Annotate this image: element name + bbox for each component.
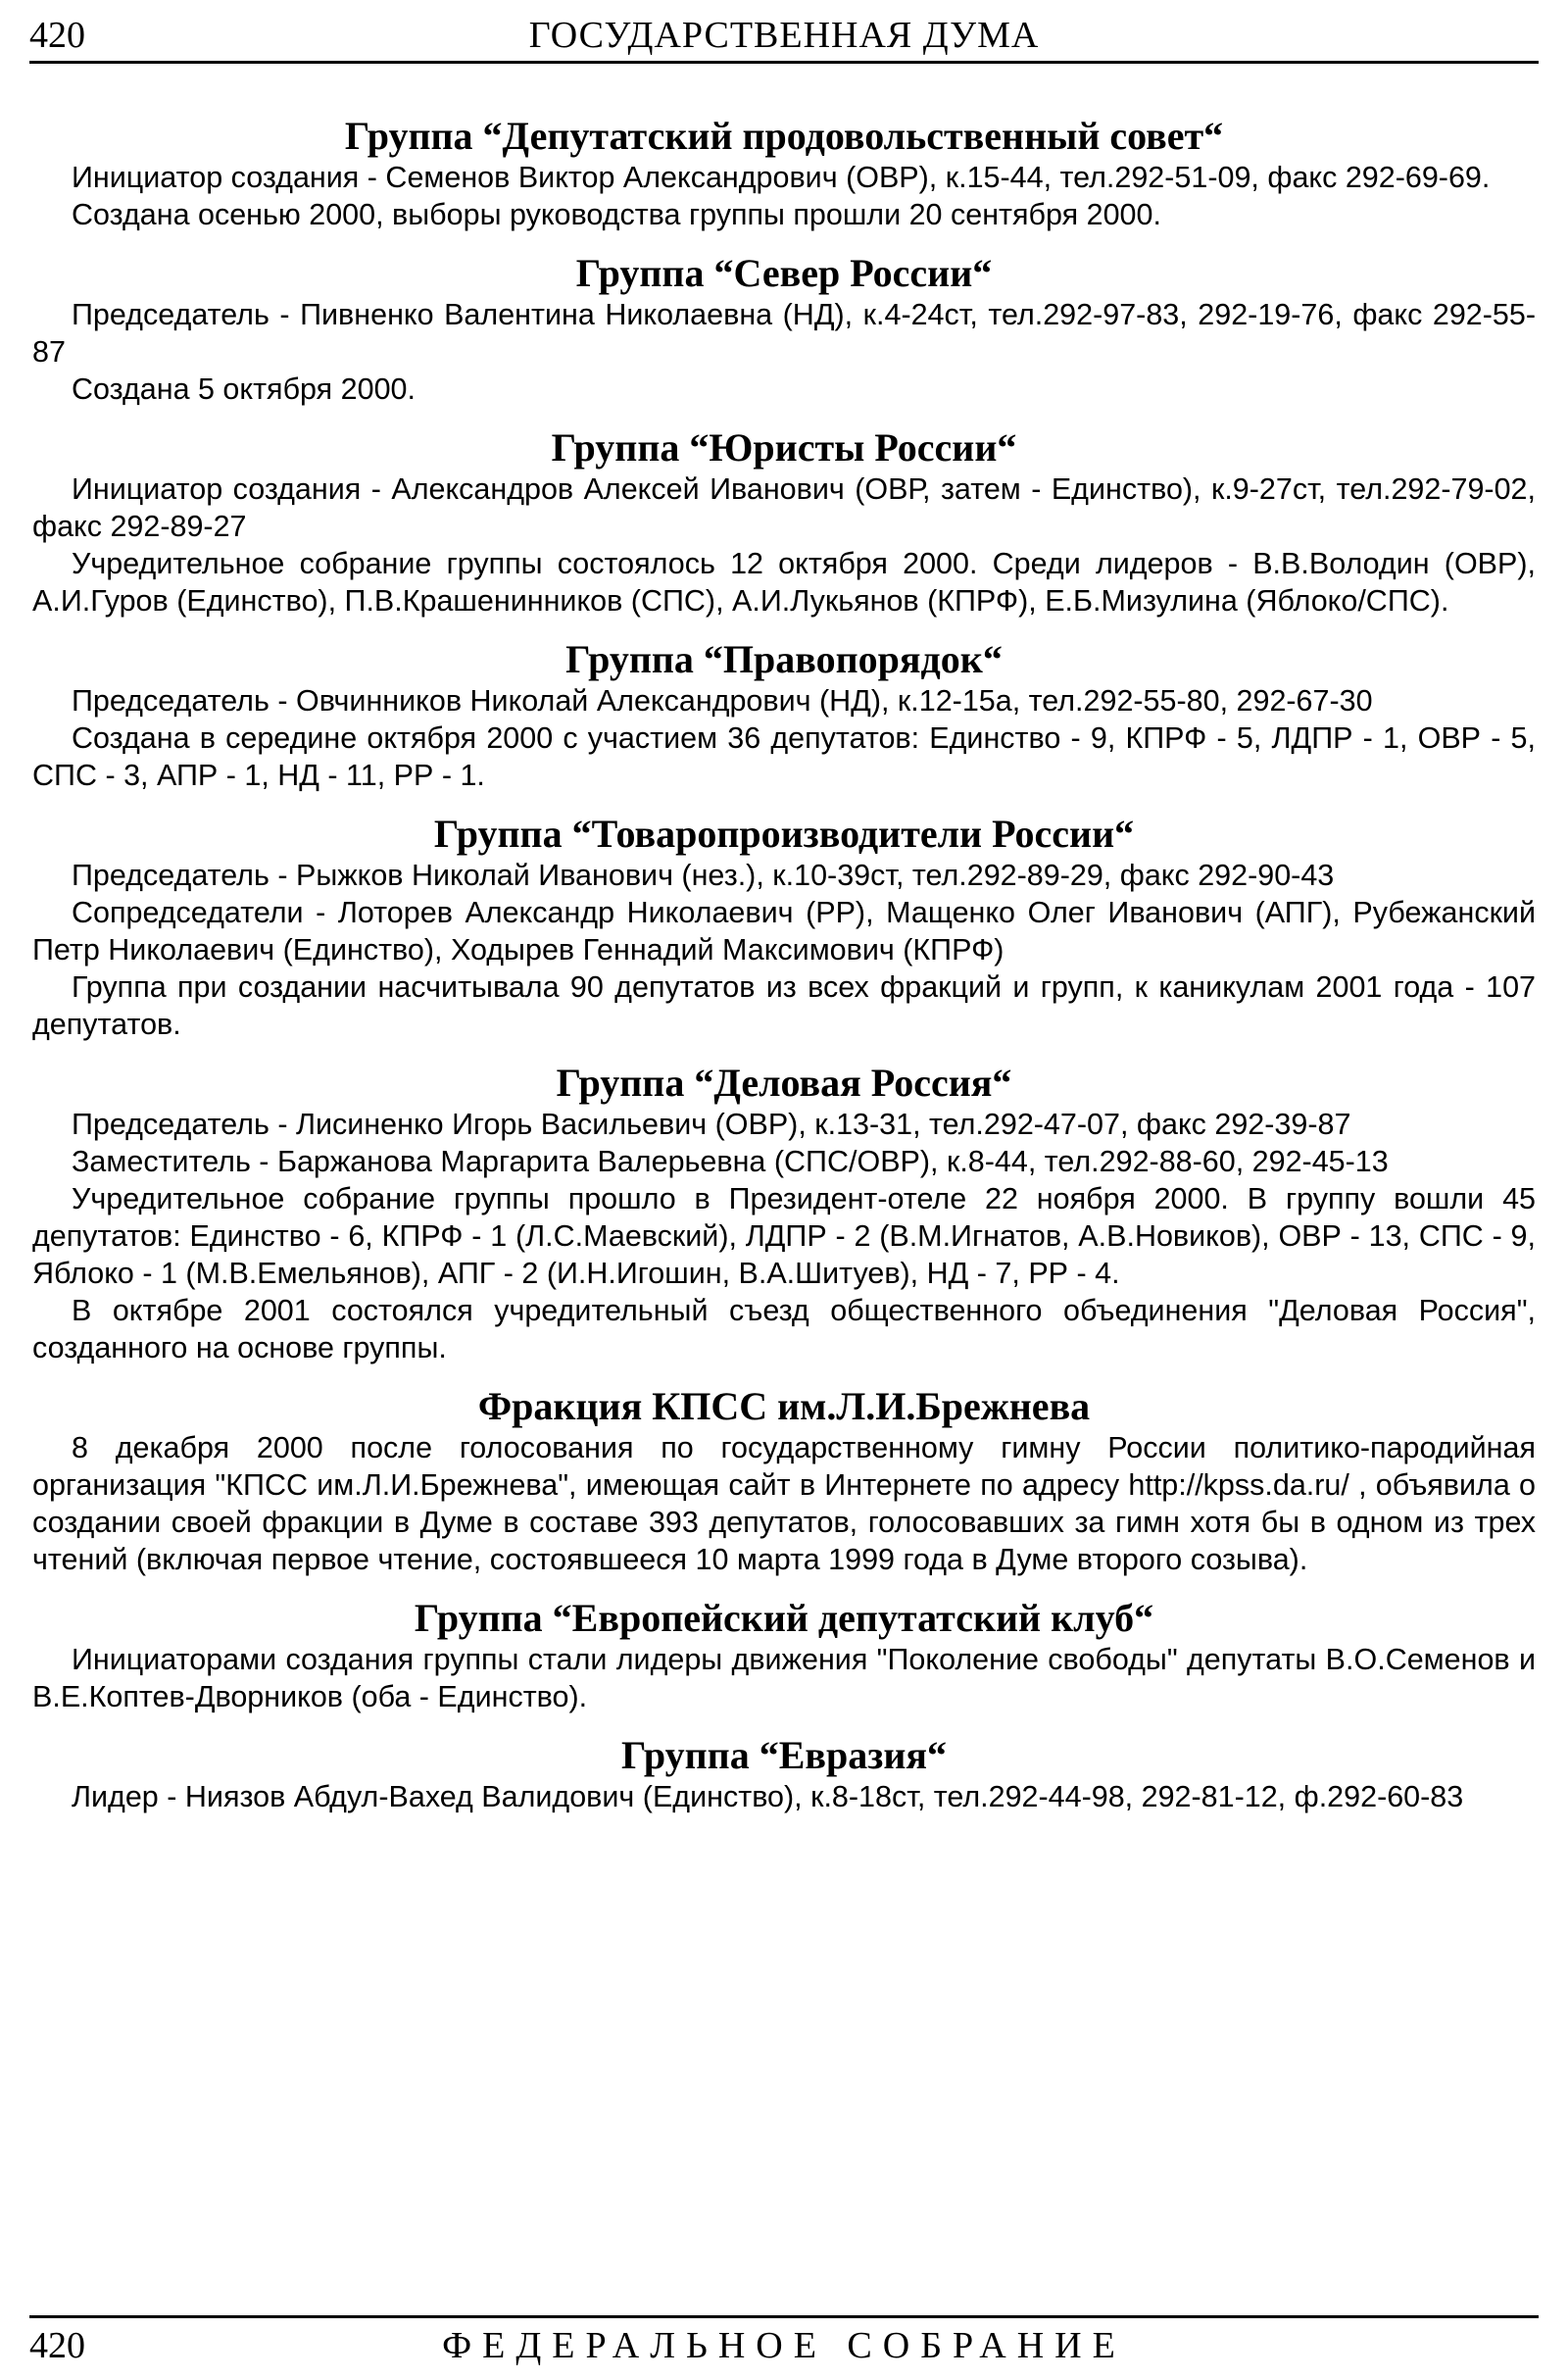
page-footer (29, 2315, 1539, 2373)
paragraph: Лидер - Ниязов Абдул-Вахед Валидович (Единство), к.8-18ст, тел.292-44-98, 292-81-12, ф.292-60-83 (72, 1780, 1464, 1813)
section-heading: Группа “Север России“ (575, 251, 993, 295)
page-header (29, 10, 1539, 64)
section-heading: Группа “Европейский депутатский клуб“ (414, 1596, 1154, 1640)
section-heading: Группа “Юристы России“ (551, 425, 1017, 470)
paragraph: Сопредседатели - Лоторев Александр Николаевич (РР), Мащенко Олег Иванович (АПГ), Рубежанский Петр Николаевич (Единство), Ходырев Геннадий Максимович (КПРФ) (32, 896, 1536, 966)
paragraph: Группа при создании насчитывала 90 депутатов из всех фракций и групп, к каникулам 2001 года - 107 депутатов. (32, 970, 1536, 1041)
page-number: 420 (29, 15, 85, 56)
paragraph: Создана осенью 2000, выборы руководства группы прошли 20 сентября 2000. (72, 198, 1161, 231)
running-footer-title: ФЕДЕРАЛЬНОЕ СОБРАНИЕ (442, 2325, 1126, 2366)
paragraph: Учредительное собрание группы прошло в Президент-отеле 22 ноября 2000. В группу вошли 45 депутатов: Единство - 6, КПРФ - 1 (Л.С.Маевский), ЛДПР - 2 (В.М.Игнатов, А.В.Новиков), ОВР - 13, СПС - 9, Яблоко - 1 (М.В.Емельянов), АПГ - 2 (И.Н.Игошин, В.А.Шитуев), НД - 7, РР - 4. (32, 1182, 1536, 1290)
paragraph: Инициатор создания - Александров Алексей Иванович (ОВР, затем - Единство), к.9-27ст, тел.292-79-02, факс 292-89-27 (32, 472, 1536, 543)
page-content (32, 114, 1536, 1833)
paragraph: Создана 5 октября 2000. (72, 372, 416, 406)
section-group (32, 251, 1536, 408)
section-group (32, 114, 1536, 233)
paragraph: Создана в середине октября 2000 с участием 36 депутатов: Единство - 9, КПРФ - 5, ЛДПР - 1, ОВР - 5, СПС - 3, АПР - 1, НД - 11, РР - 1. (32, 721, 1536, 792)
paragraph: Учредительное собрание группы состоялось 12 октября 2000. Среди лидеров - В.В.Володин (ОВР), А.И.Гуров (Единство), П.В.Крашенинников (СПС), А.И.Лукьянов (КПРФ), Е.Б.Мизулина (Яблоко/СПС). (32, 547, 1536, 618)
section-heading: Группа “Товаропроизводители России“ (433, 812, 1135, 856)
paragraph: Председатель - Овчинников Николай Александрович (НД), к.12-15а, тел.292-55-80, 292-67-30 (72, 684, 1373, 718)
footer-page-number: 420 (29, 2325, 85, 2366)
section-group (32, 1733, 1536, 1815)
section-heading: Группа “Евразия“ (620, 1733, 948, 1777)
section-heading: Группа “Деловая Россия“ (556, 1061, 1012, 1105)
running-title: ГОСУДАРСТВЕННАЯ ДУМА (528, 15, 1040, 56)
paragraph: Председатель - Пивненко Валентина Николаевна (НД), к.4-24ст, тел.292-97-83, 292-19-76, факс 292-55-87 (32, 298, 1536, 369)
section-heading: Группа “Депутатский продовольственный совет“ (344, 114, 1224, 158)
paragraph: 8 декабря 2000 после голосования по государственному гимну России политико-пародийная организация "КПСС им.Л.И.Брежнева", имеющая сайт в Интернете по адресу http://kpss.da.ru/ , объявила о создании своей фракции в Думе в составе 393 депутатов, голосовавших за гимн хотя бы в одном из трех чтений (включая первое чтение, состоявшееся 10 марта 1999 года в Думе второго созыва). (32, 1431, 1536, 1576)
section-heading: Фракция КПСС им.Л.И.Брежнева (477, 1384, 1091, 1428)
section-group (32, 1384, 1536, 1578)
section-group (32, 1596, 1536, 1715)
paragraph: Инициаторами создания группы стали лидеры движения "Поколение свободы" депутаты В.О.Семенов и В.Е.Коптев-Дворников (оба - Единство). (32, 1643, 1536, 1713)
section-group (32, 637, 1536, 794)
section-heading: Группа “Правопорядок“ (565, 637, 1003, 681)
paragraph: Заместитель - Баржанова Маргарита Валерьевна (СПС/ОВР), к.8-44, тел.292-88-60, 292-45-13 (72, 1145, 1389, 1178)
paragraph: В октябре 2001 состоялся учредительный съезд общественного объединения "Деловая Россия", созданного на основе группы. (32, 1294, 1536, 1364)
paragraph: Инициатор создания - Семенов Виктор Александрович (ОВР), к.15-44, тел.292-51-09, факс 292-69-69. (72, 161, 1491, 194)
section-group (32, 812, 1536, 1043)
section-group (32, 1061, 1536, 1366)
paragraph: Председатель - Лисиненко Игорь Васильевич (ОВР), к.13-31, тел.292-47-07, факс 292-39-87 (72, 1108, 1351, 1141)
section-group (32, 425, 1536, 620)
paragraph: Председатель - Рыжков Николай Иванович (нез.), к.10-39ст, тел.292-89-29, факс 292-90-43 (72, 859, 1335, 892)
